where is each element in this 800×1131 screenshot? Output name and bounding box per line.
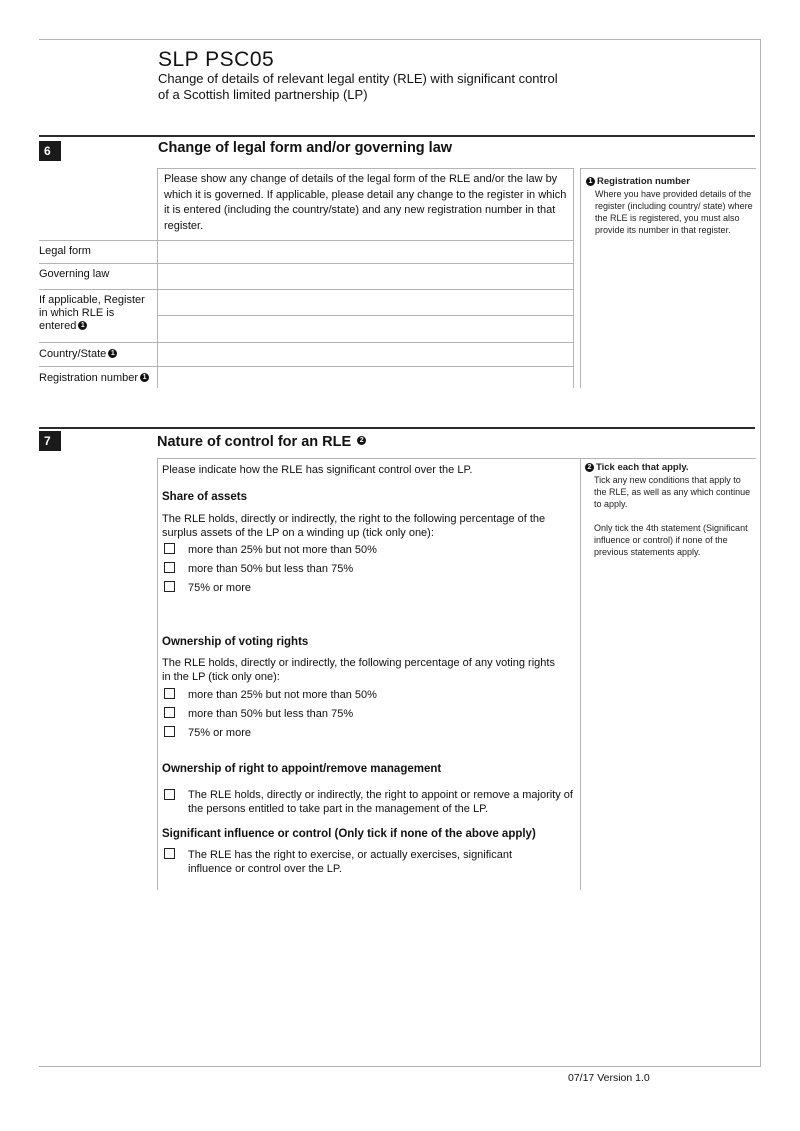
voting-50-75-checkbox[interactable] — [164, 707, 175, 718]
section6-note-heading-text: Registration number — [597, 176, 690, 187]
section6-note-text: Where you have provided details of the register (including country/ state) where the RLE is registered, you must also provide its number in that register. — [595, 189, 753, 235]
share-of-assets-heading: Share of assets — [162, 491, 248, 503]
form-title-line2: of a Scottish limited partnership (LP) — [158, 87, 368, 102]
info-marker-icon: 1 — [140, 373, 149, 382]
assets-option-label: more than 25% but not more than 50% — [188, 544, 377, 556]
assets-option-label: 75% or more — [188, 582, 251, 594]
section6-right-rule — [573, 168, 574, 388]
assets-75-plus-checkbox[interactable] — [164, 581, 175, 592]
governing-law-label: Governing law — [39, 268, 110, 280]
section7-note-heading — [585, 462, 753, 474]
section7-note-text2: Only tick the 4th statement (Significant influence or control) if none of the previous statements apply. — [594, 523, 748, 557]
section7-note-heading-text: Tick each that apply. — [596, 462, 689, 473]
country-state-input[interactable] — [160, 343, 572, 365]
section6-note-top-rule — [580, 168, 756, 169]
section7-left-rule — [157, 458, 158, 890]
top-rule — [39, 39, 761, 40]
section6-number: 6 — [39, 141, 61, 161]
info-marker-icon: 2 — [357, 436, 366, 445]
section6-title: Change of legal form and/or governing law — [158, 140, 453, 156]
register-label — [39, 294, 154, 333]
section7-bar — [39, 427, 755, 429]
voting-option-label: more than 25% but not more than 50% — [188, 689, 377, 701]
section7-note — [585, 462, 753, 558]
info-marker-icon: 1 — [108, 349, 117, 358]
voting-option-label: more than 50% but less than 75% — [188, 708, 354, 720]
section7-title — [157, 434, 366, 450]
form-title — [158, 71, 618, 103]
section7-title-text: Nature of control for an RLE — [157, 434, 352, 450]
legal-form-label: Legal form — [39, 245, 91, 257]
registration-number-input[interactable] — [160, 367, 572, 387]
info-marker-icon: 1 — [586, 177, 595, 186]
section6-intro-top-rule — [157, 168, 573, 169]
register-input-2[interactable] — [160, 316, 572, 341]
section7-top-rule — [157, 458, 756, 459]
section6-left-rule — [157, 168, 158, 388]
version-footer: 07/17 Version 1.0 — [568, 1072, 650, 1084]
influence-option-label: The RLE has the right to exercise, or actually exercises, significant influence or control over the LP. — [188, 849, 513, 875]
country-state-label — [39, 348, 157, 361]
voting-rights-heading: Ownership of voting rights — [162, 636, 309, 648]
assets-25-50-checkbox[interactable] — [164, 543, 175, 554]
info-marker-icon: 2 — [585, 463, 594, 472]
voting-75-plus-checkbox[interactable] — [164, 726, 175, 737]
bottom-rule — [39, 1066, 761, 1067]
right-rule — [760, 39, 761, 1067]
assets-50-75-checkbox[interactable] — [164, 562, 175, 573]
section6-note-heading — [586, 176, 756, 188]
section6-intro: Please show any change of details of the legal form of the RLE and/or the law by which it is governed. If applicable, please detail any change to the register in which it is entered (including the country/state) and any new registration number in that register. — [164, 173, 567, 232]
legal-form-input[interactable] — [160, 241, 572, 262]
form-title-line1: Change of details of relevant legal entity (RLE) with significant control — [158, 71, 558, 86]
section7-note-text1: Tick any new conditions that apply to the RLE, as well as any which continue to apply. — [594, 475, 751, 509]
country-state-label-text: Country/State — [39, 348, 107, 360]
register-label-text: If applicable, Register in which RLE is entered — [39, 294, 145, 332]
section6-note-left-rule — [580, 168, 581, 388]
appoint-option-label: The RLE holds, directly or indirectly, the right to appoint or remove a majority of the persons entitled to take part in the management of the LP. — [188, 789, 573, 815]
registration-number-label-text: Registration number — [39, 372, 139, 384]
assets-option-label: more than 50% but less than 75% — [188, 563, 354, 575]
share-of-assets-text: The RLE holds, directly or indirectly, the right to the following percentage of the surplus assets of the LP on a winding up (tick only one): — [162, 513, 546, 539]
voting-25-50-checkbox[interactable] — [164, 688, 175, 699]
appoint-checkbox[interactable] — [164, 789, 175, 800]
form-code: SLP PSC05 — [158, 48, 275, 71]
appoint-heading: Ownership of right to appoint/remove management — [162, 763, 442, 775]
governing-law-input[interactable] — [160, 264, 572, 288]
section7-right-rule — [580, 458, 581, 890]
section6-note — [586, 176, 756, 236]
section7-intro: Please indicate how the RLE has significant control over the LP. — [162, 464, 473, 476]
voting-rights-text: The RLE holds, directly or indirectly, the following percentage of any voting rights in the LP (tick only one): — [162, 657, 555, 683]
register-input-1[interactable] — [160, 290, 572, 314]
section7-number: 7 — [39, 431, 61, 451]
influence-heading: Significant influence or control (Only tick if none of the above apply) — [162, 828, 536, 840]
section6-bar — [39, 135, 755, 137]
voting-option-label: 75% or more — [188, 727, 251, 739]
registration-number-label — [39, 372, 164, 385]
info-marker-icon: 1 — [78, 321, 87, 330]
influence-checkbox[interactable] — [164, 848, 175, 859]
